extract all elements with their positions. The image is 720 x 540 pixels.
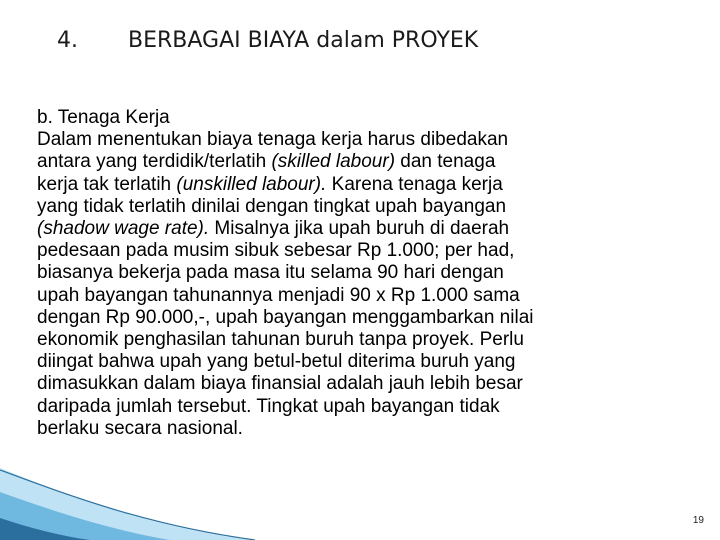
italic-term: (shadow wage rate). <box>37 218 210 240</box>
corner-wave-decoration <box>0 430 260 540</box>
text-run: Dalam menentukan biaya tenaga kerja harus dibedakan <box>37 129 509 151</box>
body-line <box>37 307 701 329</box>
text-run: daripada jumlah tersebut. Tingkat upah bayangan tidak <box>37 395 500 417</box>
text-run: upah bayangan tahunannya menjadi 90 x Rp 1.000 sama <box>37 284 520 306</box>
text-run: berlaku secara nasional. <box>37 417 243 439</box>
body-line <box>37 240 701 262</box>
body-paragraph <box>37 129 701 440</box>
body-line <box>37 329 701 351</box>
text-run: Misalnya jika upah buruh di daerah <box>209 218 510 240</box>
slide-number: 4. <box>57 28 78 53</box>
body-line <box>37 218 701 240</box>
slide-title: BERBAGAI BIAYA dalam PROYEK <box>128 28 479 53</box>
slide-header <box>0 28 720 62</box>
italic-term: (skilled labour) <box>271 151 396 173</box>
text-run: dan tenaga <box>395 151 496 173</box>
body-line <box>37 196 701 218</box>
text-run: yang tidak terlatih dinilai dengan tingkat upah bayangan <box>37 195 507 217</box>
text-run: Karena tenaga kerja <box>326 173 503 195</box>
body-line <box>37 129 701 151</box>
text-run: dimasukkan dalam biaya finansial adalah jauh lebih besar <box>37 373 523 395</box>
text-run: ekonomik penghasilan tahunan buruh tanpa proyek. Perlu <box>37 329 524 351</box>
text-run: biasanya bekerja pada masa itu selama 90 hari dengan <box>37 262 504 284</box>
italic-term: (unskilled labour). <box>176 173 327 195</box>
body-line <box>37 174 701 196</box>
body-line <box>37 151 701 173</box>
body-line <box>37 262 701 284</box>
slide-body <box>37 107 701 440</box>
body-line <box>37 285 701 307</box>
body-line <box>37 373 701 395</box>
text-run: pedesaan pada musim sibuk sebesar Rp 1.000; per had, <box>37 240 515 262</box>
body-line <box>37 351 701 373</box>
text-run: diingat bahwa upah yang betul-betul diterima buruh yang <box>37 351 516 373</box>
page-number: 19 <box>692 515 704 526</box>
text-run: antara yang terdidik/terlatih <box>37 151 272 173</box>
text-run: dengan Rp 90.000,-, upah bayangan menggambarkan nilai <box>37 306 534 328</box>
subheading: b. Tenaga Kerja <box>37 107 170 128</box>
text-run: kerja tak terlatih <box>37 173 177 195</box>
body-line <box>37 396 701 418</box>
